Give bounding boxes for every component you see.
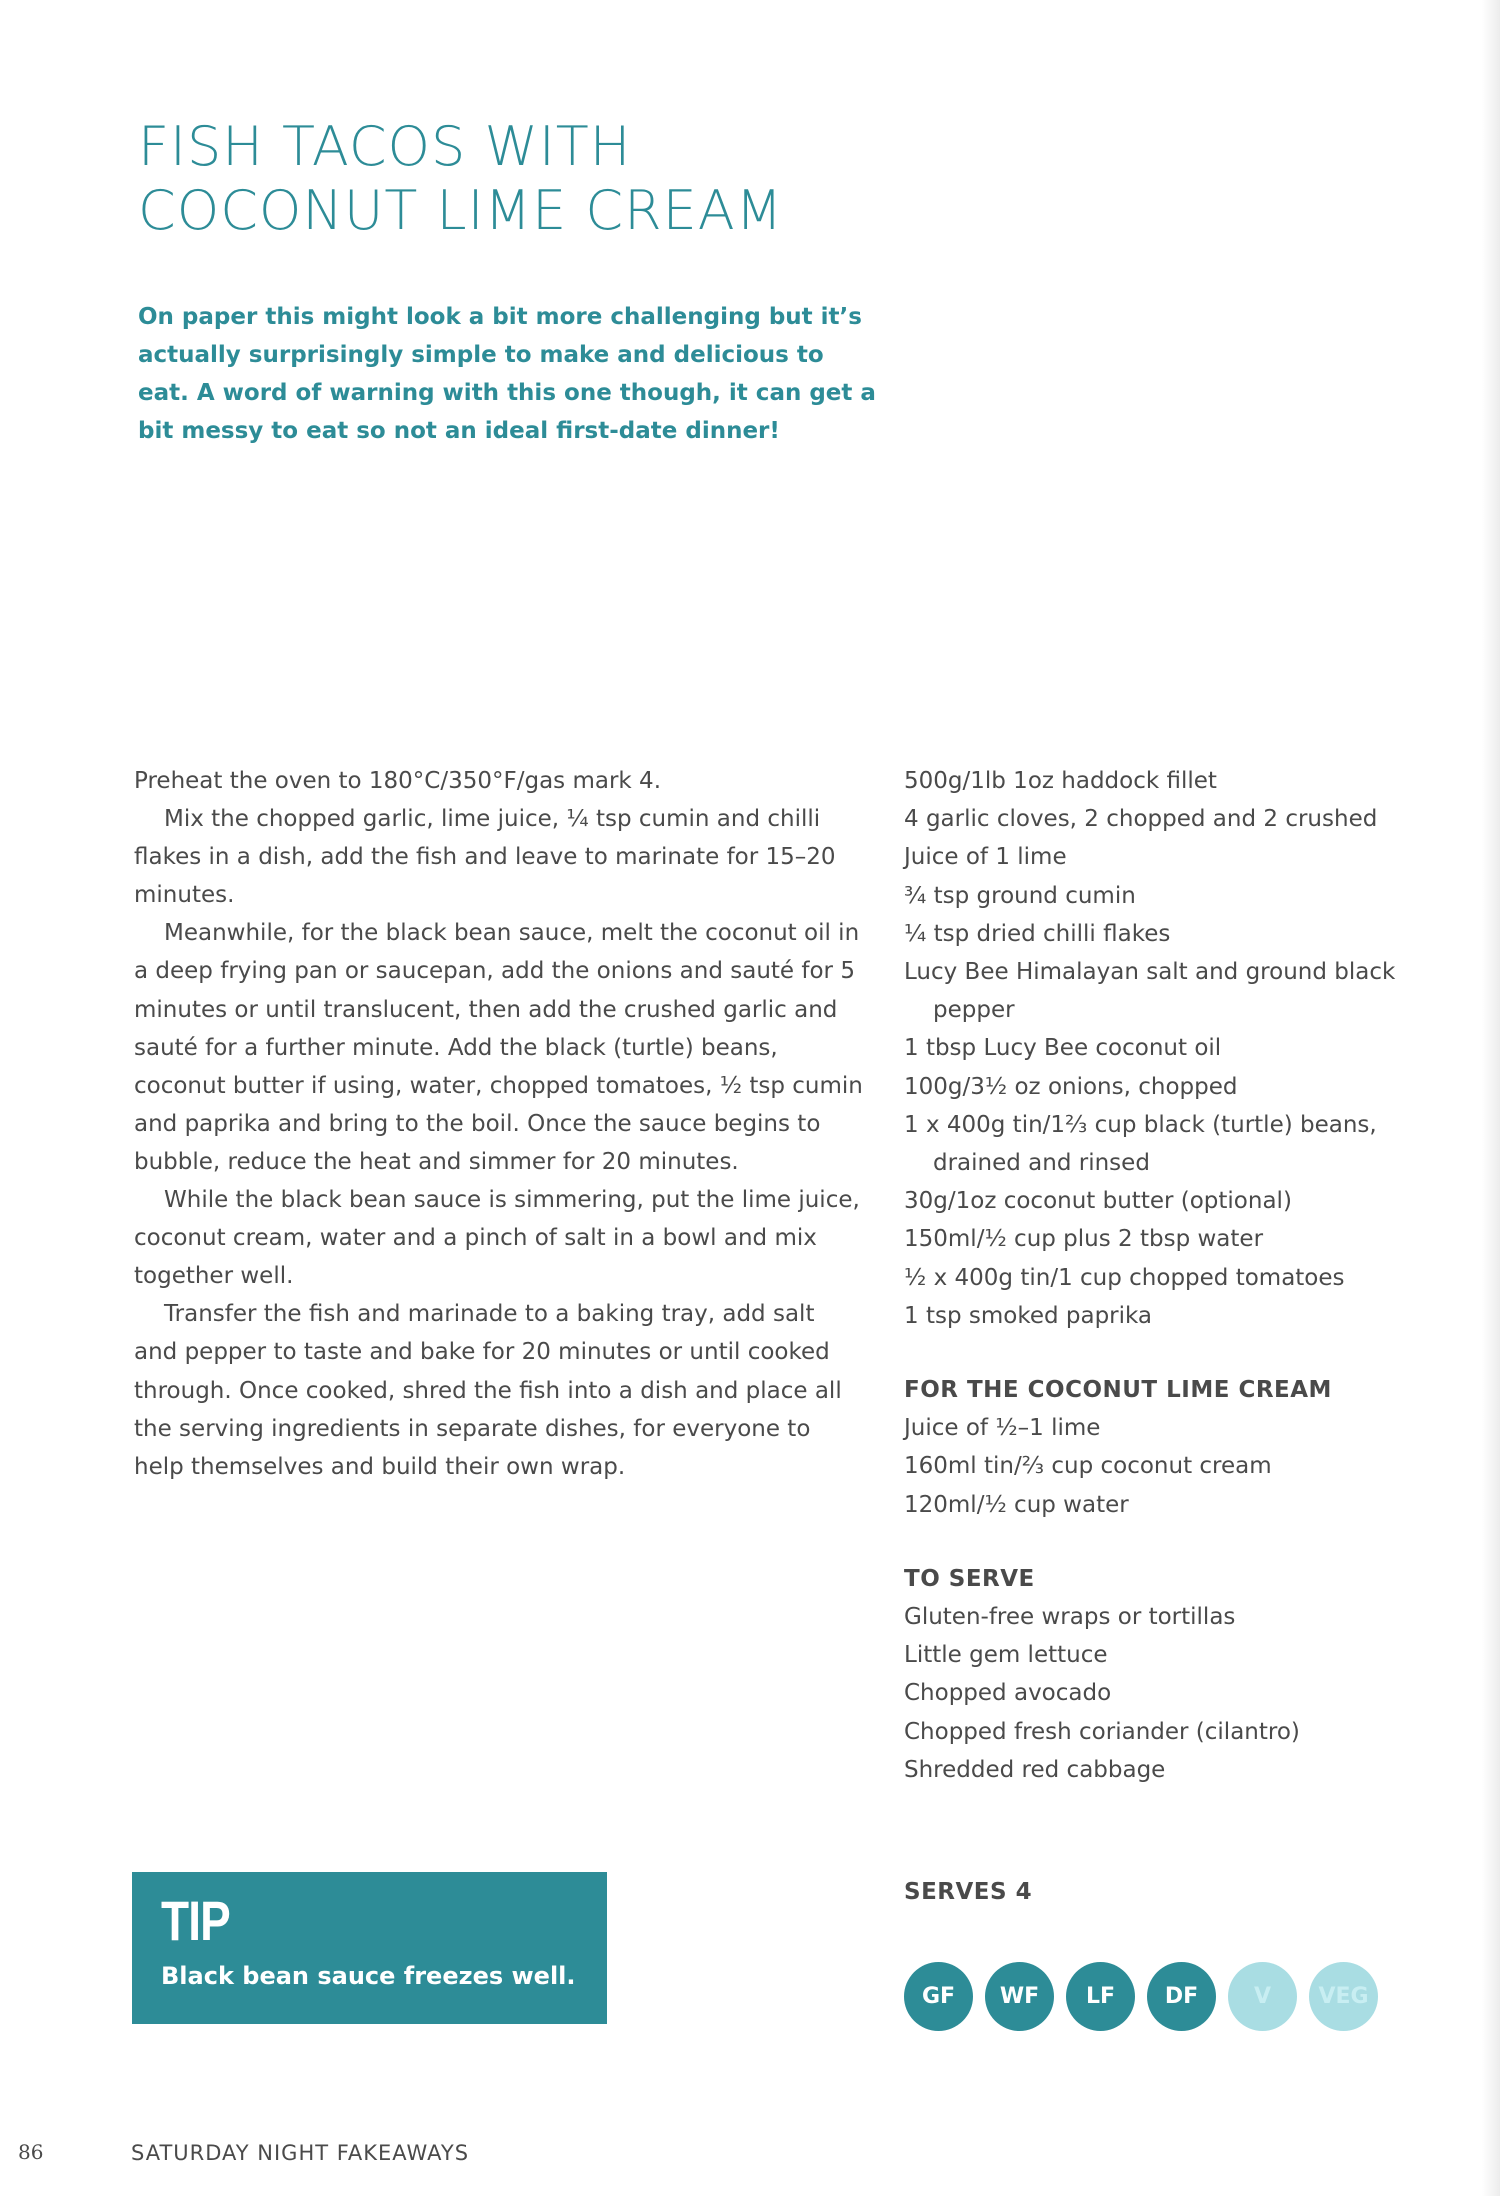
tip-box [132,1872,607,2024]
method-step: While the black bean sauce is simmering, put the lime juice, coconut cream, water and a pinch of salt in a bowl and mix together well. [134,1187,860,1290]
badge-dairy-free: DF [1147,1962,1216,2031]
ingredient-item: 150ml/½ cup plus 2 tbsp water [904,1226,1264,1253]
method-step: Transfer the fish and marinade to a baking tray, add salt and pepper to taste and bake for 20 minutes or until cooked through. Once cooked, shred the fish into a dish and place all the serving ingredients in separate dishes, for everyone to help themselves and build their own wrap. [134,1301,842,1480]
to-serve-list [904,1598,1424,1789]
to-serve-heading: TO SERVE [904,1565,1035,1592]
ingredient-item: Gluten-free wraps or tortillas [904,1604,1236,1631]
ingredient-item: 100g/3½ oz onions, chopped [904,1073,1238,1100]
page-number: 86 [18,2140,44,2164]
ingredient-item: Shredded red cabbage [904,1756,1166,1783]
recipe-intro: On paper this might look a bit more challenging but it’s actually surprisingly simple to make and delicious to eat. A word of warning with this one though, it can get a bit messy to eat so not an ideal first-date dinner! [138,304,876,444]
ingredient-item: 1 tbsp Lucy Bee coconut oil [904,1035,1222,1062]
ingredient-item: 500g/1lb 1oz haddock fillet [904,768,1217,794]
serves-count: SERVES 4 [904,1879,1033,1905]
badge-gluten-free: GF [904,1962,973,2031]
badge-vegan: VEG [1309,1962,1378,2031]
ingredient-item: Little gem lettuce [904,1642,1108,1669]
tip-text: Black bean sauce freezes well. [161,1962,576,1990]
ingredient-item: 1 tsp smoked paprika [904,1302,1153,1329]
ingredient-item: Chopped avocado [904,1680,1112,1707]
ingredient-item: Chopped fresh coriander (cilantro) [904,1718,1300,1745]
badge-vegetarian: V [1228,1962,1297,2031]
ingredient-item: 160ml tin/⅔ cup coconut cream [904,1453,1272,1480]
ingredient-item: Lucy Bee Himalayan salt and ground black pepper [904,959,1396,1024]
page-edge-shadow [1482,0,1500,2196]
method-step: Meanwhile, for the black bean sauce, melt the coconut oil in a deep frying pan or saucepan, add the onions and sauté for 5 minutes or until translucent, then add the crushed garlic and sauté for a further minute. Add the black (turtle) beans, coconut butter if using, water, chopped tomatoes, ½ tsp cumin and paprika and bring to the boil. Once the sauce begins to bubble, reduce the heat and simmer for 20 minutes. [134,920,863,1175]
ingredient-item: Juice of 1 lime [904,844,1067,871]
ingredient-item: 1 x 400g tin/1⅔ cup black (turtle) beans, drained and rinsed [904,1111,1377,1177]
ingredient-item: ¼ tsp dried chilli flakes [904,920,1171,947]
ingredients-main-list [904,762,1424,1335]
ingredient-item: ½ x 400g tin/1 cup chopped tomatoes [904,1264,1345,1291]
ingredient-item: Juice of ½–1 lime [904,1415,1101,1442]
tip-title: TIP [161,1889,230,1952]
dietary-badges [904,1962,1378,2031]
recipe-title [138,115,783,243]
method-section [134,762,864,1486]
method-step: Preheat the oven to 180°C/350°F/gas mark 4. [134,768,662,794]
ingredient-item: 30g/1oz coconut butter (optional) [904,1188,1292,1215]
ingredient-item: 120ml/½ cup water [904,1491,1129,1518]
recipe-title-line-2: COCONUT LIME CREAM [138,179,784,242]
ingredient-item: 4 garlic cloves, 2 chopped and 2 crushed [904,806,1378,833]
method-step: Mix the chopped garlic, lime juice, ¼ tsp cumin and chilli flakes in a dish, add the fish and leave to marinate for 15–20 minutes. [134,806,836,909]
badge-wheat-free: WF [985,1962,1054,2031]
recipe-title-line-1: FISH TACOS WITH [138,115,632,178]
ingredients-section [904,762,1424,1789]
badge-lactose-free: LF [1066,1962,1135,2031]
ingredient-item: ¾ tsp ground cumin [904,882,1136,909]
coconut-cream-list [904,1409,1424,1524]
section-title: SATURDAY NIGHT FAKEAWAYS [131,2141,470,2165]
coconut-cream-heading: FOR THE COCONUT LIME CREAM [904,1377,1332,1404]
